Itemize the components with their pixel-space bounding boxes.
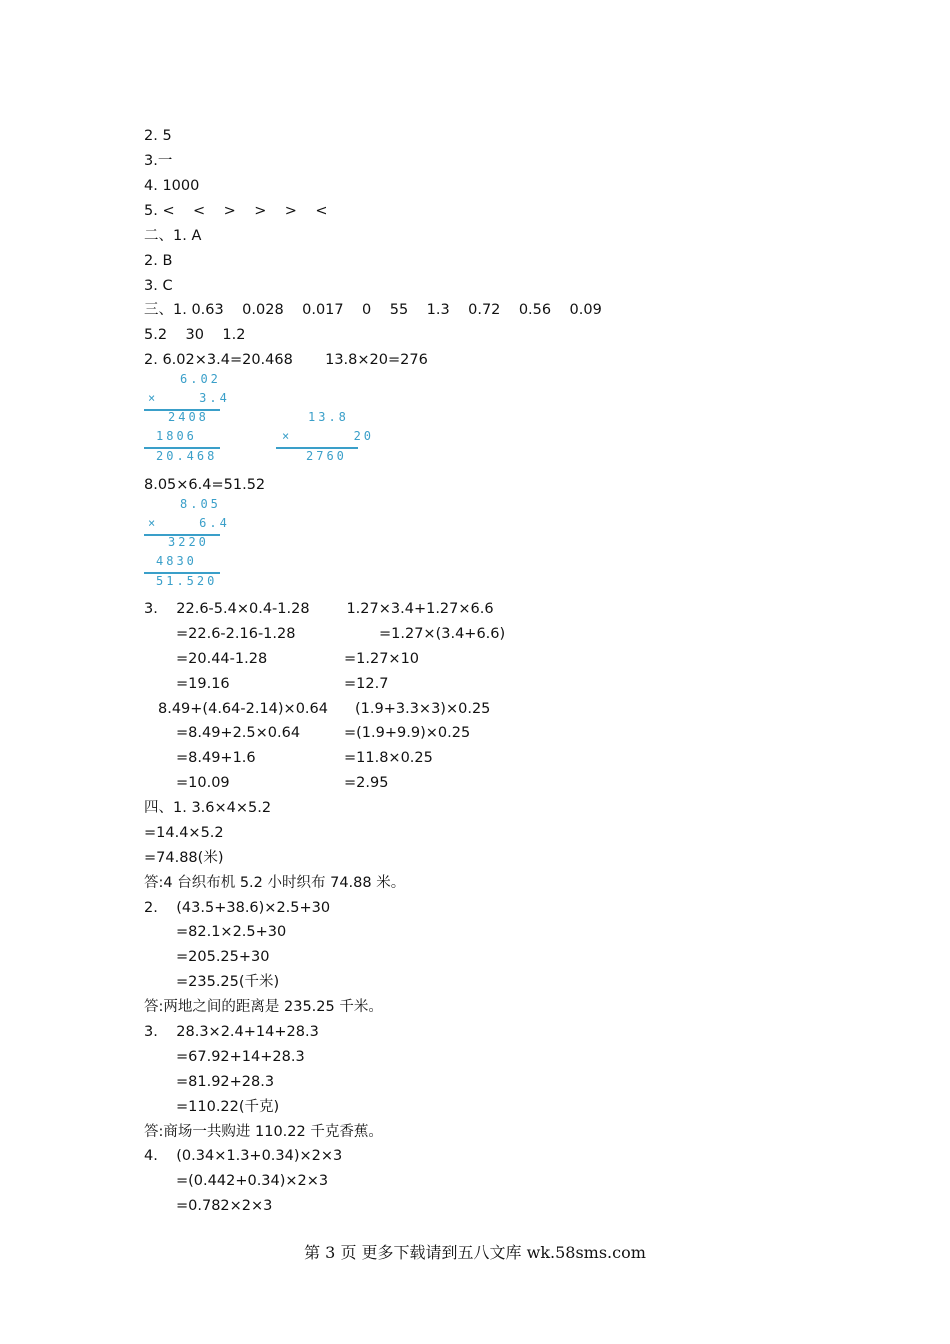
calc-row: 51.520 bbox=[156, 574, 218, 588]
answer-line: 8.05×6.4=51.52 bbox=[144, 477, 266, 493]
vertical-calc-6.02x3.4 bbox=[144, 370, 230, 466]
answer-line: =67.92+14+28.3 bbox=[176, 1049, 305, 1065]
answer-line: 3. C bbox=[144, 278, 173, 294]
answer-line: 答:两地之间的距离是 235.25 千米。 bbox=[144, 999, 383, 1015]
calc-row: 3220 bbox=[168, 535, 209, 549]
answer-line: =(0.442+0.34)×2×3 bbox=[176, 1173, 329, 1189]
answer-line: 答:商场一共购进 110.22 千克香蕉。 bbox=[144, 1124, 383, 1140]
calc-row: 6.02 bbox=[180, 372, 221, 386]
calc-row: × 6.4 bbox=[148, 516, 230, 530]
calc-row: × 20 bbox=[282, 429, 375, 443]
answer-line: =1.27×(3.4+6.6) bbox=[379, 626, 506, 642]
answer-line: 4. (0.34×1.3+0.34)×2×3 bbox=[144, 1148, 343, 1164]
answer-line: =20.44-1.28 bbox=[176, 651, 268, 667]
answer-line: =11.8×0.25 bbox=[344, 750, 433, 766]
answer-line: 2. B bbox=[144, 253, 173, 269]
vertical-calc-8.05x6.4 bbox=[144, 495, 230, 591]
calc-row: 20.468 bbox=[156, 449, 218, 463]
answer-line: =8.49+1.6 bbox=[176, 750, 256, 766]
calc-row: 4830 bbox=[156, 554, 197, 568]
vertical-calc-13.8x20 bbox=[276, 408, 375, 468]
answer-line: =1.27×10 bbox=[344, 651, 420, 667]
calc-row: 13.8 bbox=[308, 410, 349, 424]
answer-line: =81.92+28.3 bbox=[176, 1074, 275, 1090]
answer-line: 4. 1000 bbox=[144, 178, 200, 194]
answer-line: 3.一 bbox=[144, 153, 173, 169]
answer-line: =0.782×2×3 bbox=[176, 1198, 273, 1214]
calc-row: 8.05 bbox=[180, 497, 221, 511]
calc-row: 2760 bbox=[306, 449, 347, 463]
answer-line: 四、1. 3.6×4×5.2 bbox=[144, 800, 272, 816]
answer-line: =235.25(千米) bbox=[176, 974, 280, 990]
answer-line: =82.1×2.5+30 bbox=[176, 924, 287, 940]
answer-line: =8.49+2.5×0.64 bbox=[176, 725, 301, 741]
page-footer: 第 3 页 更多下载请到五八文库 wk.58sms.com bbox=[304, 1243, 646, 1262]
answer-line: =2.95 bbox=[344, 775, 389, 791]
answer-line: =74.88(米) bbox=[144, 850, 224, 866]
answer-line: =(1.9+9.9)×0.25 bbox=[344, 725, 471, 741]
answer-line: 2. 5 bbox=[144, 128, 172, 144]
answer-line: =22.6-2.16-1.28 bbox=[176, 626, 296, 642]
answer-line: =14.4×5.2 bbox=[144, 825, 224, 841]
calc-row: 2408 bbox=[168, 410, 209, 424]
answer-line: 答:4 台织布机 5.2 小时织布 74.88 米。 bbox=[144, 875, 406, 891]
answer-line: 3. 28.3×2.4+14+28.3 bbox=[144, 1024, 319, 1040]
answer-line: =19.16 bbox=[176, 676, 230, 692]
answer-line: 5. < < > > > < bbox=[144, 203, 328, 219]
answer-line: 二、1. A bbox=[144, 228, 202, 244]
answer-line: =12.7 bbox=[344, 676, 389, 692]
answer-line: 3. 22.6-5.4×0.4-1.28 1.27×3.4+1.27×6.6 bbox=[144, 601, 494, 617]
answer-line: =10.09 bbox=[176, 775, 230, 791]
answer-line: 8.49+(4.64-2.14)×0.64 bbox=[158, 701, 328, 717]
answer-line: 2. 6.02×3.4=20.468 13.8×20=276 bbox=[144, 352, 428, 368]
answer-line: =205.25+30 bbox=[176, 949, 270, 965]
answer-line: 5.2 30 1.2 bbox=[144, 327, 246, 343]
answer-line: 2. (43.5+38.6)×2.5+30 bbox=[144, 900, 331, 916]
answer-line: =110.22(千克) bbox=[176, 1099, 280, 1115]
calc-row: 1806 bbox=[156, 429, 197, 443]
calc-row: × 3.4 bbox=[148, 391, 230, 405]
answer-line: (1.9+3.3×3)×0.25 bbox=[355, 701, 491, 717]
answer-line: 三、1. 0.63 0.028 0.017 0 55 1.3 0.72 0.56 0.09 bbox=[144, 302, 602, 318]
